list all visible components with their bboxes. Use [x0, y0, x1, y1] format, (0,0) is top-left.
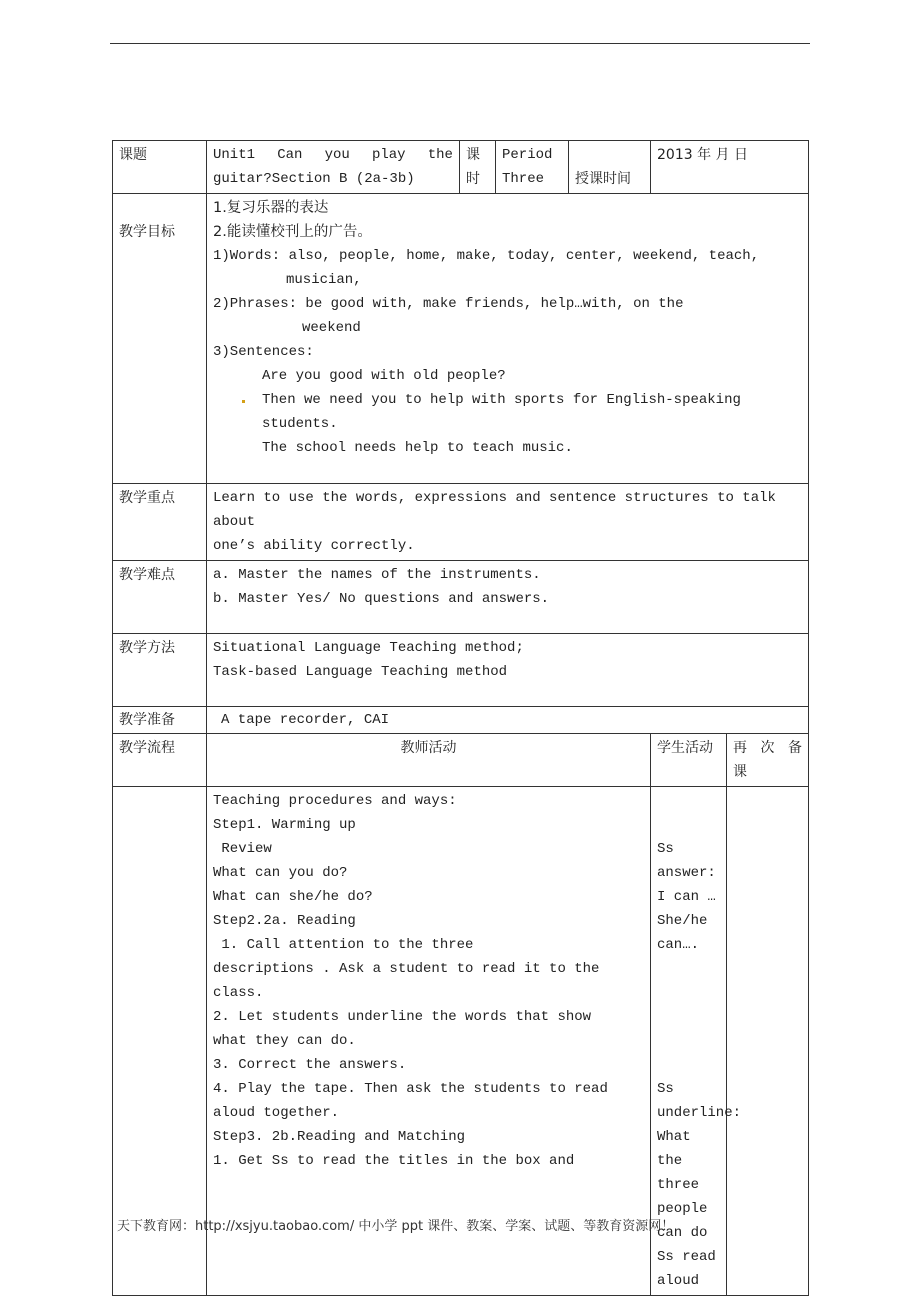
- goal-line: musician,: [286, 272, 362, 288]
- preparation-content: A tape recorder, CAI: [207, 707, 809, 734]
- teacher-line: 4. Play the tape. Then ask the students to read: [213, 1081, 608, 1097]
- student-line: [657, 957, 720, 981]
- row-goals: [113, 194, 809, 484]
- row-flow-header: [113, 734, 809, 787]
- student-line: Ss answer: I can …: [657, 841, 716, 905]
- student-line: [657, 1005, 720, 1029]
- student-line: Ss underline:: [657, 1081, 742, 1121]
- goal-line: 3)Sentences:: [213, 344, 314, 360]
- goals-content: [207, 194, 809, 484]
- teacher-line: what they can do.: [213, 1033, 356, 1049]
- teacher-activity-header: 教师活动: [207, 734, 651, 787]
- goal-line: 2)Phrases: be good with, make friends, help…with, on the: [213, 296, 684, 312]
- topic-label: 课题: [113, 141, 207, 194]
- topic-title-line2: guitar?Section B (2a-3b): [213, 171, 415, 187]
- page-footer: 天下教育网：http://xsjyu.taobao.com/ 中小学 ppt 课件、教案、学案、试题、等教育资源网！: [117, 1219, 675, 1234]
- key-points-content: Learn to use the words, expressions and sentence structures to talk about one’s ability correctly.: [207, 484, 809, 561]
- student-line: [657, 1029, 720, 1053]
- difficulties-content: a. Master the names of the instruments. b. Master Yes/ No questions and answers.: [207, 561, 809, 634]
- teacher-line: Review: [213, 841, 272, 857]
- student-line: What the three: [657, 1129, 700, 1193]
- teacher-line: aloud together.: [213, 1105, 340, 1121]
- difficulties-label: 教学难点: [113, 561, 207, 634]
- teacher-line: 2. Let students underline the words that show: [213, 1009, 592, 1025]
- teacher-line: 3. Correct the answers.: [213, 1057, 407, 1073]
- goal-line: The school needs help to teach music.: [262, 440, 573, 456]
- row-key-points: [113, 484, 809, 561]
- methods-label: 教学方法: [113, 634, 207, 707]
- teacher-line: What can she/he do?: [213, 889, 373, 905]
- student-line: [657, 789, 720, 813]
- teacher-line: descriptions . Ask a student to read it to the: [213, 961, 600, 977]
- goal-line: weekend: [302, 320, 361, 336]
- teacher-line: class.: [213, 985, 264, 1001]
- revise-header: 再 次 备 课: [727, 734, 809, 787]
- goal-line: students.: [262, 416, 338, 432]
- marker-dot: [242, 400, 245, 403]
- teacher-line: Step3. 2b.Reading and Matching: [213, 1129, 466, 1145]
- preparation-label: 教学准备: [113, 707, 207, 734]
- revise-content: [727, 787, 809, 1296]
- header-rule: [110, 43, 810, 44]
- key-points-label: 教学重点: [113, 484, 207, 561]
- teacher-line: 1. Get Ss to read the titles in the box and: [213, 1153, 575, 1169]
- lesson-plan-table: [112, 140, 809, 1296]
- goal-line: Then we need you to help with sports for English-speaking: [213, 388, 802, 412]
- student-activity-header: 学生活动: [651, 734, 727, 787]
- row-topic: [113, 141, 809, 194]
- teaching-date: 2013 年 月 日: [651, 141, 809, 194]
- teaching-time-label: 授课时间: [569, 141, 651, 194]
- teacher-line: What can you do?: [213, 865, 348, 881]
- goal-line: 1.复习乐器的表达: [213, 200, 329, 216]
- goal-line: Are you good with old people?: [262, 368, 506, 384]
- goal-line: 2.能读懂校刊上的广告。: [213, 224, 372, 240]
- lesson-count-label: 课 时: [460, 141, 496, 194]
- teacher-line: Step1. Warming up: [213, 817, 356, 833]
- student-line: [657, 1053, 720, 1077]
- student-line: [657, 813, 720, 837]
- goal-line: 1)Words: also, people, home, make, today, center, weekend, teach,: [213, 248, 760, 264]
- student-line: Ss read aloud: [657, 1249, 716, 1289]
- student-line: people can do: [657, 1201, 708, 1241]
- row-preparation: [113, 707, 809, 734]
- row-difficulties: [113, 561, 809, 634]
- goals-label: 教学目标: [113, 194, 207, 484]
- topic-title-line1: Unit1 Can you play the: [213, 147, 453, 163]
- period-value: Period Three: [496, 141, 569, 194]
- flow-label: 教学流程: [113, 734, 207, 787]
- topic-title: [207, 141, 460, 194]
- student-line: She/he can….: [657, 913, 708, 953]
- teacher-line: Step2.2a. Reading: [213, 913, 356, 929]
- student-line: [657, 981, 720, 1005]
- teacher-line: 1. Call attention to the three: [213, 937, 474, 953]
- teacher-line: Teaching procedures and ways:: [213, 793, 457, 809]
- methods-content: Situational Language Teaching method; Task-based Language Teaching method: [207, 634, 809, 707]
- row-methods: [113, 634, 809, 707]
